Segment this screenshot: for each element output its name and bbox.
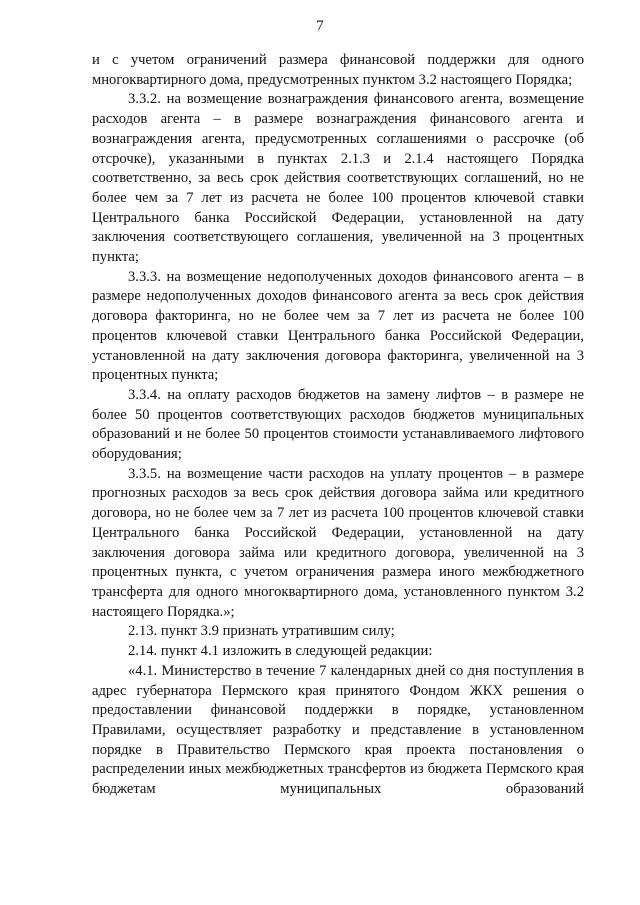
paragraph-4-1: «4.1. Министерство в течение 7 календарных дней со дня поступления в адрес губернатора Пермского края принятого Фондом ЖКХ решения о предоставлении финансовой поддержки в порядке, установленном Правилами, осуществляет разработку и представление в установленном порядке в Правительство Пермского края проекта постановления о распределении иных межбюджетных трансфертов из бюджета Пермского края бюджетам муниципальных образований <box>92 662 584 798</box>
page-number: 7 <box>316 18 324 34</box>
paragraph-3-3-4: 3.3.4. на оплату расходов бюджетов на замену лифтов – в размере не более 50 процентов соответствующих расходов бюджетов муниципальных образований и не более 50 процентов стоимости устанавливаемого лифтового оборудования; <box>92 386 584 463</box>
document-body <box>92 51 584 800</box>
paragraph-continuation: и с учетом ограничений размера финансовой поддержки для одного многоквартирного дома, предусмотренных пунктом 3.2 настоящего Порядка; <box>92 52 584 88</box>
paragraph-2-14: 2.14. пункт 4.1 изложить в следующей редакции: <box>128 643 433 660</box>
paragraph-3-3-2: 3.3.2. на возмещение вознаграждения финансового агента, возмещение расходов агента – в размере вознаграждения финансового агента и вознаграждения агента, предусмотренных соглашениями о рассрочке (об отсрочке), указанными в пунктах 2.1.3 и 2.1.4 настоящего Порядка соответственно, за весь срок действия соответствующих соглашений, но не более чем за 7 лет из расчета не более 100 процентов ключевой ставки Центрального банка Российской Федерации, установленной на дату заключения соответствующего соглашения, увеличенной на 3 процентных пункта; <box>92 91 584 266</box>
paragraph-3-3-3: 3.3.3. на возмещение недополученных доходов финансового агента – в размере недополученных доходов финансового агента за весь срок действия договора факторинга, но не более чем за 7 лет из расчета не более 100 процентов ключевой ставки Центрального банка Российской Федерации, установленной на дату заключения договора факторинга, увеличенной на 3 процентных пункта; <box>92 268 584 384</box>
paragraph-2-13: 2.13. пункт 3.9 признать утратившим силу; <box>128 623 395 640</box>
paragraph-3-3-5: 3.3.5. на возмещение части расходов на уплату процентов – в размере прогнозных расходов за весь срок действия договора займа или кредитного договора, но не более чем за 7 лет из расчета 100 процентов ключевой ставки Центрального банка Российской Федерации, установленной на дату заключения договора займа или кредитного договора, увеличенной на 3 процентных пункта, с учетом ограничения размера иного межбюджетного трансферта для одного многоквартирного дома, установленного пунктом 3.2 настоящего Порядка.»; <box>92 465 584 620</box>
